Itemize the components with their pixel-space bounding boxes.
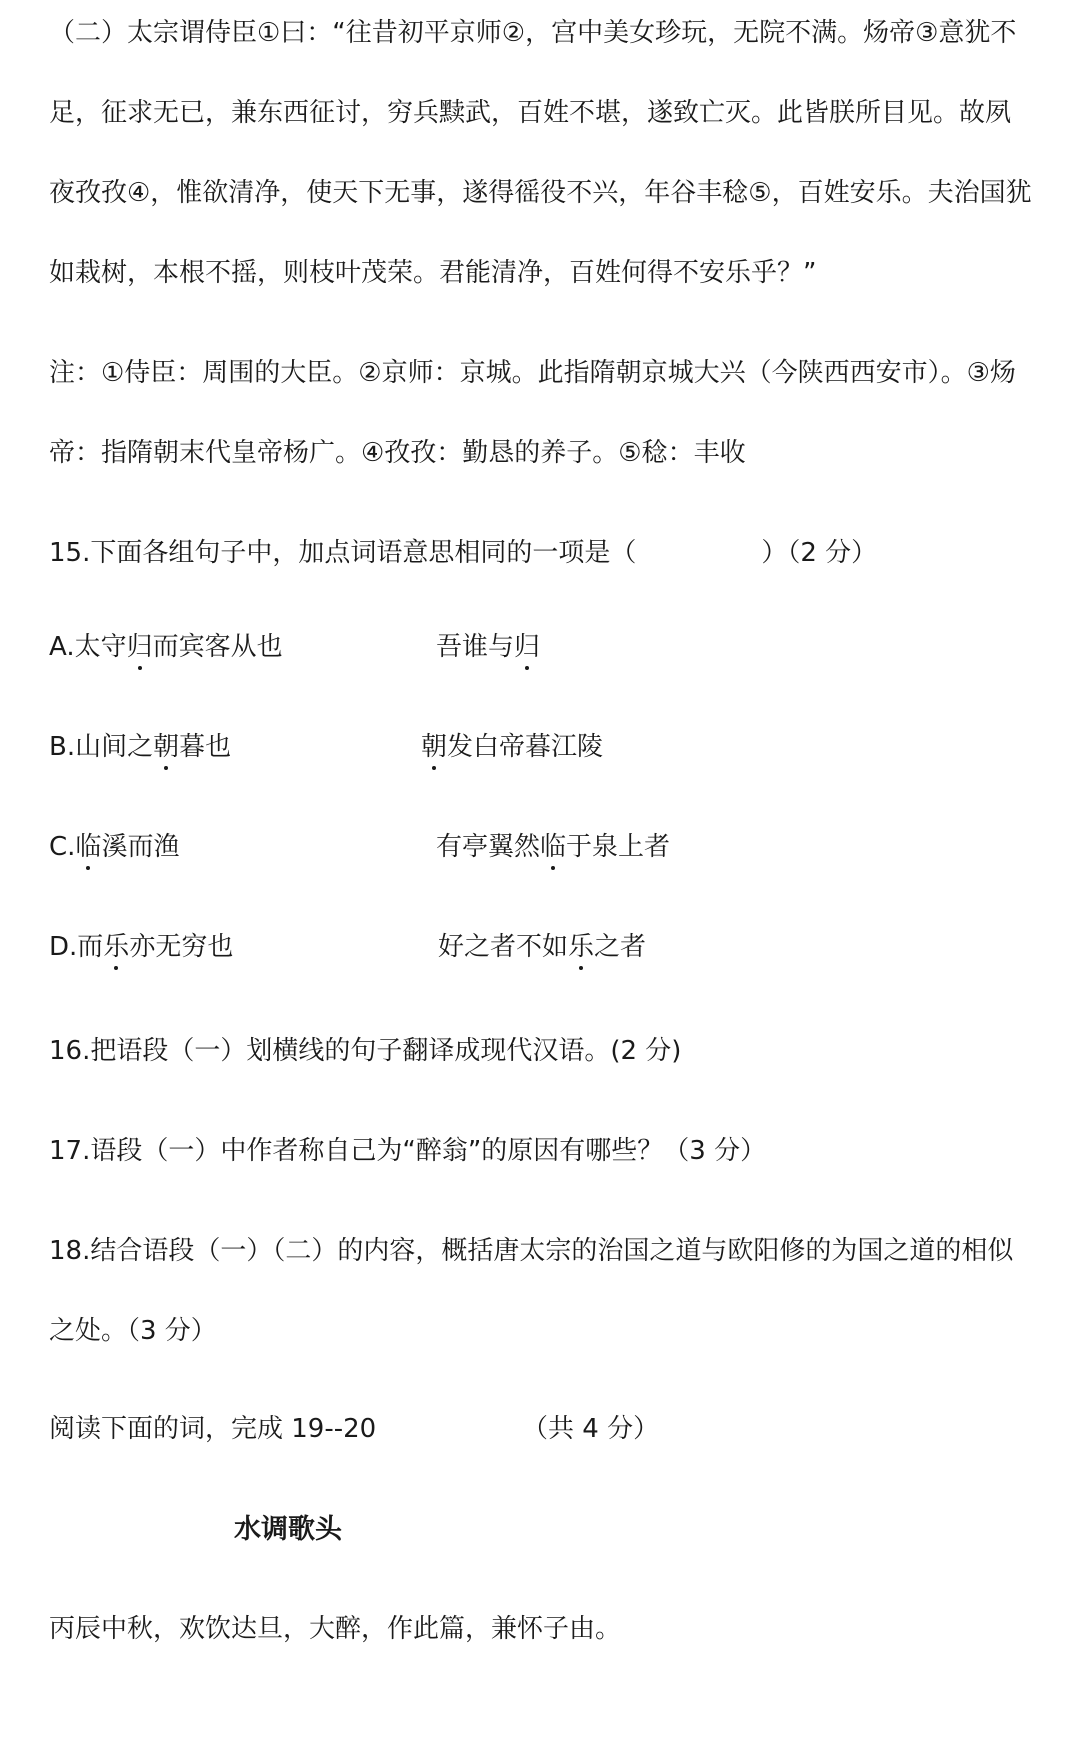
note-line: 帝：指隋朝末代皇帝杨广。④孜孜：勤恳的养子。⑤稔：丰收	[49, 438, 746, 468]
passage-line: （二）太宗谓侍臣①曰：“往昔初平京师②，宫中美女珍玩，无院不满。炀帝③意犹不	[49, 18, 1017, 48]
reading-instruction: 阅读下面的词，完成 19--20	[49, 1414, 377, 1444]
option-a-left: A.太守归而宾客从也	[49, 626, 283, 663]
passage-line: 足，征求无已，兼东西征讨，穷兵黩武，百姓不堪，遂致亡灭。此皆朕所目见。故夙	[49, 98, 1012, 128]
poem-title: 水调歌头	[234, 1514, 342, 1545]
question-16: 16.把语段（一）划横线的句子翻译成现代汉语。(2 分)	[49, 1036, 682, 1066]
dotted-word: 乐	[568, 926, 594, 963]
question-15-points: ）（2 分）	[761, 538, 878, 568]
dotted-word: 乐	[103, 926, 129, 963]
dotted-word: 临	[540, 826, 566, 863]
dotted-word: 朝	[153, 726, 179, 763]
option-d-right: 好之者不如乐之者	[438, 926, 646, 963]
question-15-text: 15.下面各组句子中，加点词语意思相同的一项是（	[49, 538, 637, 568]
dotted-word: 临	[75, 826, 101, 863]
option-c-left: C.临溪而渔	[49, 826, 179, 863]
passage-line: 夜孜孜④，惟欲清净，使天下无事，遂得徭役不兴，年谷丰稔⑤，百姓安乐。夫治国犹	[49, 178, 1032, 208]
option-b-left: B.山间之朝暮也	[49, 726, 231, 763]
note-line: 注：①侍臣：周围的大臣。②京师：京城。此指隋朝京城大兴（今陕西西安市）。③炀	[49, 358, 1016, 388]
question-17: 17.语段（一）中作者称自己为“醉翁”的原因有哪些？（3 分）	[49, 1136, 767, 1166]
question-18-line: 之处。（3 分）	[49, 1316, 217, 1346]
dotted-word: 归	[127, 626, 153, 663]
option-a-right: 吾谁与归	[436, 626, 540, 663]
passage-line: 如栽树，本根不摇，则枝叶茂荣。君能清净，百姓何得不安乐乎？”	[49, 258, 817, 288]
reading-points: （共 4 分）	[522, 1414, 660, 1444]
dotted-word: 归	[514, 626, 540, 663]
dotted-word: 朝	[421, 726, 447, 763]
option-d-left: D.而乐亦无穷也	[49, 926, 233, 963]
option-c-right: 有亭翼然临于泉上者	[436, 826, 670, 863]
question-15-stem	[49, 532, 877, 569]
option-b-right: 朝发白帝暮江陵	[421, 726, 603, 763]
question-18-line: 18.结合语段（一）（二）的内容，概括唐太宗的治国之道与欧阳修的为国之道的相似	[49, 1236, 1014, 1266]
poem-preface: 丙辰中秋，欢饮达旦，大醉，作此篇，兼怀子由。	[49, 1614, 622, 1644]
